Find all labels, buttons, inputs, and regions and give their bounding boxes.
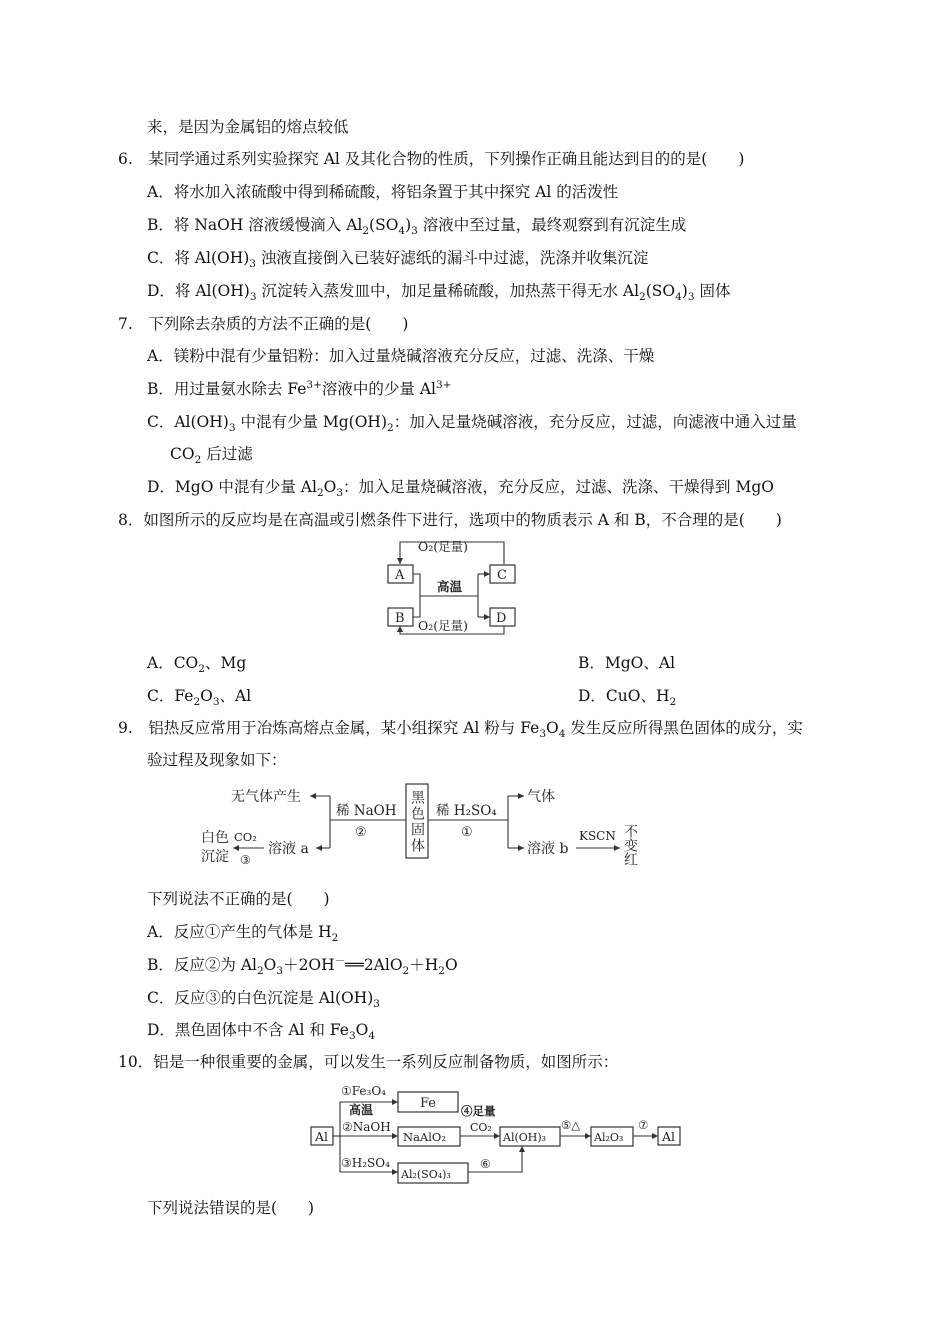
q10-diagram [308,1080,688,1190]
q7-option-a: A．镁粉中混有少量铝粉：加入过量烧碱溶液充分反应，过滤、洗涤、干燥 [147,347,655,365]
q10-r2: ②NaOH [342,1120,391,1134]
q8-option-c: C．$Fe_2O_3$、Al [147,687,252,709]
q8-diagram [380,534,540,638]
q9-circle-2: ② [355,825,367,840]
q6-option-c: C．将 $Al(OH)_3$ 浊液直接倒入已装好滤纸的漏斗中过滤，洗涤并收集沉淀 [147,249,649,271]
q9-co2: CO₂ [234,830,257,844]
q9-h2so4: 稀 H₂SO₄ [436,803,497,819]
q9-ask: 下列说法不正确的是( ) [147,890,330,908]
q10-r4: ④足量 [461,1104,496,1118]
q10-r5: ⑤△ [561,1118,581,1132]
q6-option-b: B．将 NaOH 溶液缓慢滴入 $Al_2(SO_4)_3$ 溶液中至过量，最终观察到有沉淀生成 [147,216,687,238]
q8-option-a: A．$CO_2$、Mg [147,654,247,676]
q9-circle-1: ① [461,825,473,840]
prev-continuation: 来，是因为金属铝的熔点较低 [147,118,349,136]
q6-option-d: D．将 $Al(OH)_3$ 沉淀转入蒸发皿中，加足量稀硫酸，加热蒸干得无水 $Al_2(SO_4)_3$ 固体 [147,282,731,304]
q10-r1: ①Fe₃O₄ [341,1084,386,1098]
q8-high-temp: 高温 [437,579,463,594]
q9-solution-a: 溶液 a [268,841,309,857]
q8-label-a: A [395,568,405,583]
q9-kscn: KSCN [579,829,616,843]
q10-co2: CO₂ [470,1121,492,1134]
q10-ask: 下列说法错误的是( ) [147,1199,315,1217]
q9-diagram [198,778,648,878]
q7-option-d: D．MgO 中混有少量 $Al_2O_3$：加入足量烧碱溶液，充分反应，过滤、洗涤、干燥得到 MgO [147,478,774,500]
q10-al2o3: Al₂O₃ [594,1131,624,1144]
q10-stem: 10．铝是一种很重要的金属，可以发生一系列反应制备物质，如图所示： [118,1053,619,1071]
q8-label-d: D [496,611,507,626]
q8-label-c: C [497,568,507,583]
q10-r6: ⑥ [480,1157,491,1171]
q9-circle-3: ③ [240,853,251,867]
q10-naalo2: NaAlO₂ [403,1130,446,1144]
q9-stem-cont: 验过程及现象如下： [147,751,287,769]
q9-option-d: D．黑色固体中不含 Al 和 $Fe_3O_4$ [147,1021,376,1043]
q10-high-temp: 高温 [349,1103,374,1117]
q8-label-b: B [395,611,405,626]
q9-option-c: C．反应③的白色沉淀是 $Al(OH)_3$ [147,989,380,1011]
q8-o2-top: O₂(足量) [418,539,469,554]
q9-no-gas: 无气体产生 [231,789,301,805]
q9-option-b: B．反应②为 $Al_2O_3+2OH^-══2AlO_2+H_2O$ [147,954,458,978]
q8-option-d: D．CuO、$H_2$ [578,687,677,709]
q9-naoh: 稀 NaOH [336,803,397,819]
q7-option-c-cont: $CO_2$ 后过滤 [170,445,253,467]
q6-stem: 6. 某同学通过系列实验探究 Al 及其化合物的性质，下列操作正确且能达到目的的是( ) [118,150,745,168]
q10-aloh3: Al(OH)₃ [503,1131,547,1144]
q9-gas: 气体 [527,789,555,805]
q8-o2-bottom: O₂(足量) [418,618,469,633]
q7-stem: 7. 下列除去杂质的方法不正确的是( ) [118,315,409,333]
q9-no-red: 不变红 [622,824,638,866]
q9-precipitate: 沉淀 [201,849,229,865]
q10-r7: ⑦ [638,1118,649,1132]
q9-option-a: A．反应①产生的气体是 $H_2$ [147,923,339,945]
q10-al2so4: Al₂(SO₄)₃ [401,1168,451,1181]
q8-stem: 8．如图所示的反应均是在高温或引燃条件下进行，选项中的物质表示 A 和 B，不合理的是( ) [118,511,782,529]
q10-fe: Fe [420,1096,437,1111]
q8-option-b: B．MgO、Al [578,654,676,672]
q9-stem: 9. 铝热反应常用于冶炼高熔点金属，某小组探究 Al 粉与 $Fe_3O_4$ 发生反应所得黑色固体的成分，实 [118,719,803,741]
q9-solid-label: 黑色固体 [409,790,425,854]
q9-white: 白色 [201,830,229,846]
q6-option-a: A．将水加入浓硫酸中得到稀硫酸，将铝条置于其中探究 Al 的活泼性 [147,183,619,201]
q10-r3: ③H₂SO₄ [341,1156,390,1170]
q10-al: Al [315,1129,329,1144]
q7-option-c: C．$Al(OH)_3$ 中混有少量 $Mg(OH)_2$：加入足量烧碱溶液，充分反应，过滤，向滤液中通入过量 [147,413,797,435]
q10-al-end: Al [662,1129,676,1144]
q9-solution-b: 溶液 b [527,841,569,857]
q7-option-b: B．用过量氨水除去 $Fe^{3+}$溶液中的少量 $Al^{3+}$ [147,378,452,398]
